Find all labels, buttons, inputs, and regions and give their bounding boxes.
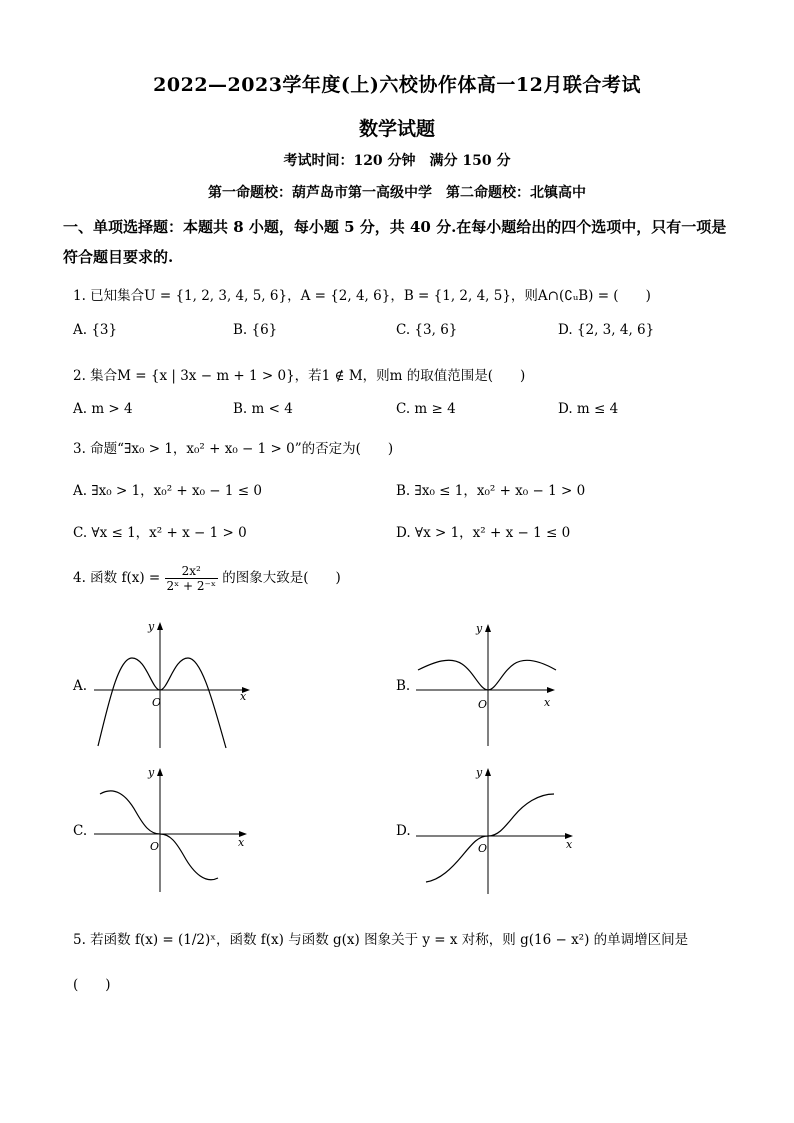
question-2-option-a: A. m > 4 — [73, 401, 133, 417]
question-3-stem: 3. 命题“∃x₀ > 1，x₀² + x₀ − 1 > 0”的否定为( ) — [73, 441, 394, 457]
question-1-option-c: C. {3, 6} — [396, 322, 458, 338]
question-2-option-c: C. m ≥ 4 — [396, 401, 456, 417]
graph-d — [412, 764, 582, 896]
origin-label: O — [152, 696, 162, 709]
y-axis-arrow — [485, 768, 491, 776]
question-3-option-c: C. ∀x ≤ 1，x² + x − 1 > 0 — [73, 525, 247, 541]
y-axis-arrow — [157, 622, 163, 630]
graph-a — [90, 618, 260, 750]
question-1-option-d: D. {2, 3, 4, 6} — [558, 322, 655, 338]
graph-c-label: C. — [73, 823, 88, 839]
question-5-answer-blank: ( ) — [73, 977, 111, 993]
question-2-option-d: D. m ≤ 4 — [558, 401, 619, 417]
x-axis-label: x — [544, 696, 551, 709]
x-axis-label: x — [238, 836, 245, 849]
question-4-fraction — [165, 564, 218, 593]
question-1-option-a: A. {3} — [73, 322, 118, 338]
y-axis-arrow — [157, 768, 163, 776]
question-2-option-b: B. m < 4 — [233, 401, 293, 417]
x-axis-arrow — [547, 687, 555, 693]
question-1-stem: 1. 已知集合U = {1, 2, 3, 4, 5, 6}，A = {2, 4, 6}，B = {1, 2, 4, 5}，则A∩(∁ᵤB) = ( ) — [73, 288, 651, 304]
exam-title: 2022—2023学年度(上)六校协作体高一12月联合考试 — [153, 74, 641, 96]
graph-b — [412, 620, 562, 750]
x-axis-label: x — [240, 690, 247, 703]
question-3-option-d: D. ∀x > 1，x² + x − 1 ≤ 0 — [396, 525, 571, 541]
question-3-option-a: A. ∃x₀ > 1，x₀² + x₀ − 1 ≤ 0 — [73, 483, 262, 499]
graph-d-label: D. — [396, 823, 411, 839]
question-2-stem: 2. 集合M = {x | 3x − m + 1 > 0}，若1 ∉ M，则m 的取值范围是( ) — [73, 368, 526, 384]
graph-b-label: B. — [396, 678, 411, 694]
y-axis-label: y — [476, 622, 483, 635]
y-axis-label: y — [148, 620, 155, 633]
y-axis-arrow — [485, 624, 491, 632]
question-4-suffix: 的图象大致是( ) — [222, 570, 341, 586]
fraction-denominator: 2ˣ + 2⁻ˣ — [166, 579, 216, 593]
origin-label: O — [150, 840, 160, 853]
section-heading: 一、单项选择题：本题共 8 小题，每小题 5 分，共 40 分.在每小题给出的四个选项中，只有一项是符合题目要求的. — [63, 218, 727, 266]
curve — [98, 658, 226, 748]
question-4-stem — [73, 564, 341, 593]
graph-a-label: A. — [73, 678, 88, 694]
origin-label: O — [478, 842, 488, 855]
question-3-option-b: B. ∃x₀ ≤ 1，x₀² + x₀ − 1 > 0 — [396, 483, 586, 499]
curve — [100, 791, 218, 880]
question-4-prefix: 4. 函数 f(x) = — [73, 570, 161, 586]
fraction-numerator: 2x² — [165, 564, 218, 579]
exam-subtitle: 数学试题 — [358, 118, 435, 140]
question-5-stem: 5. 若函数 f(x) = (1/2)ˣ，函数 f(x) 与函数 g(x) 图象关于 y = x 对称，则 g(16 − x²) 的单调增区间是 — [73, 932, 689, 948]
setter-schools: 第一命题校：葫芦岛市第一高级中学 第二命题校：北镇高中 — [208, 185, 586, 201]
y-axis-label: y — [476, 766, 483, 779]
origin-label: O — [478, 698, 488, 711]
exam-info: 考试时间：120 分钟 满分 150 分 — [283, 153, 511, 169]
curve — [418, 660, 556, 690]
question-1-option-b: B. {6} — [233, 322, 278, 338]
curve — [426, 794, 554, 882]
graph-c — [90, 764, 255, 896]
y-axis-label: y — [148, 766, 155, 779]
x-axis-label: x — [566, 838, 573, 851]
